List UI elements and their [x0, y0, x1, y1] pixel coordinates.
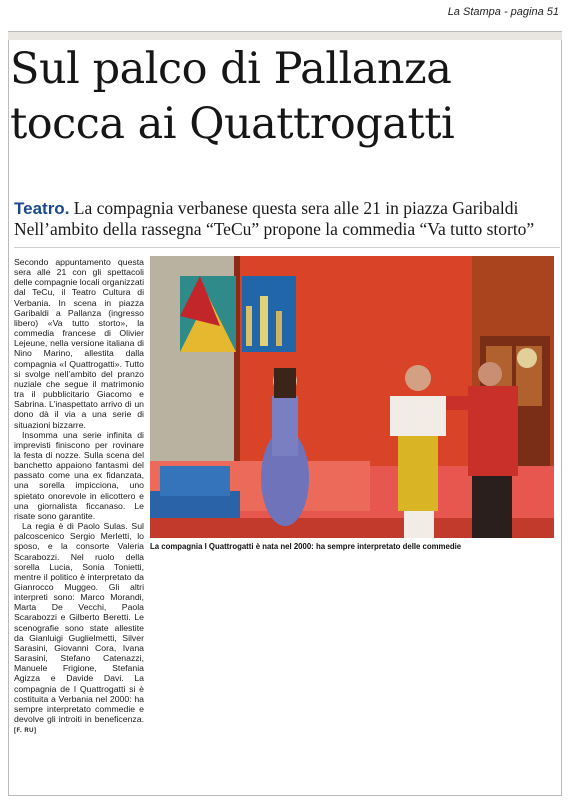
body-paragraph-2: Insomma una serie infinita di imprevisti finiscono per rovinare la festa di nozze. Sulla scena del banchetto appaiono fantasmi del passato come una ex fidanzata, una sorella impicciona, uno spietato onorevole in elicottero e una giornalista ficcanaso. Le risate sono garantite.: [14, 429, 144, 521]
deck: [14, 198, 562, 240]
deck-rule: [14, 247, 560, 248]
deck-kicker: Teatro.: [14, 199, 70, 218]
headline-line-1: Sul palco di Pallanza: [10, 44, 452, 94]
body-paragraph-3: [14, 521, 144, 736]
headline: [10, 42, 560, 152]
deck-line-1: La compagnia verbanese questa sera alle 21 in piazza Garibaldi: [73, 198, 519, 218]
article-top-band: [8, 32, 562, 40]
stage-photo: [150, 256, 554, 538]
headline-line-2: tocca ai Quattrogatti: [10, 99, 455, 149]
article-body: [14, 257, 144, 736]
body-paragraph-3-text: La regia è di Paolo Sulas. Sul palcoscenico Sergio Merletti, lo sposo, e la consorte Valeria Scarabozzi. Nel ruolo della sorella Lucia, Sonia Tonietti, mentre il politico è interpretato da Gianrocco Muggeo. Gli altri interpreti sono: Marco Morandi, Marta De Vecchi, Paola Scarabozzi e Gilberto Beretti. Le scenografie sono state allestite da Gianluigi Guglielmetti, Silver Sarasini, Giovanni Cora, Ivana Sarasini, Stefano Catenazzi, Manuele Frigione, Stefania Agizza e Davide Davi. La compagnia de I Quattrogatti si è costituita a Verbania nel 2000: ha sempre interpretato commedie e devolve gli introiti in beneficenza.: [14, 521, 144, 725]
page-runner: La Stampa - pagina 51: [447, 6, 559, 18]
deck-line-2: Nell’ambito della rassegna “TeCu” propone la commedia “Va tutto storto”: [14, 219, 535, 239]
photo-caption: La compagnia I Quattrogatti è nata nel 2000: ha sempre interpretato delle commedie: [150, 542, 462, 551]
author-byline: [F. RU]: [14, 728, 37, 735]
body-paragraph-1: Secondo appuntamento questa sera alle 21 con gli spettacoli delle compagnie locali organizzati dal TeCu, il Teatro Cultura di Verbania. In scena in piazza Garibaldi a Pallanza (ingresso libero) «Va tutto storto», la commedia francese di Olivier Lejeune, nella versione italiana di Nino Marino, allestita dalla compagnia «I Quattrogatti». Tutto si svolge nell’ambito del pranzo nuziale che segue il matrimonio tra il pubblicitario Giacomo e Sabrina. L’inaspettato arrivo di un dono dà il via a una serie di situazioni bizzarre.: [14, 257, 144, 430]
stage-photo-image: [150, 256, 554, 538]
